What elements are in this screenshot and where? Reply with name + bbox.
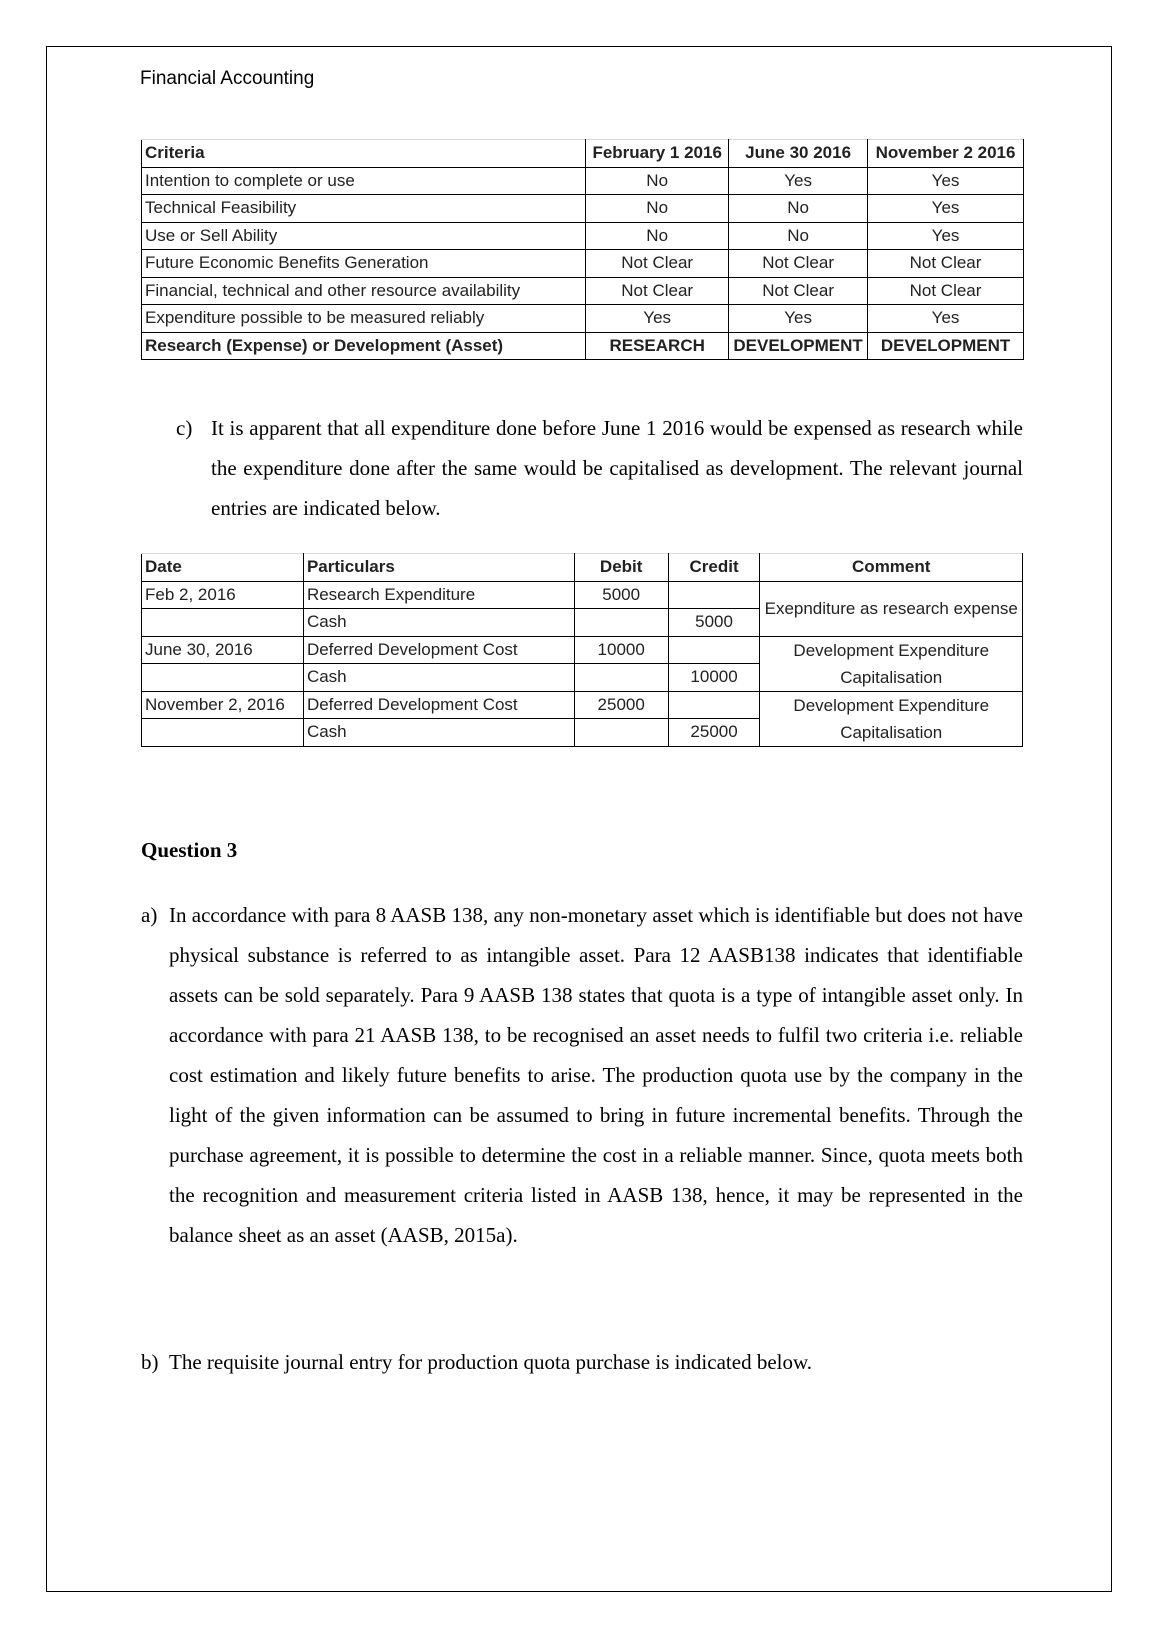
part-b-paragraph <box>141 1342 1023 1382</box>
table-row <box>142 222 1024 250</box>
column-header: Criteria <box>142 140 586 168</box>
criteria-table <box>141 139 1024 360</box>
table-cell <box>142 664 304 692</box>
table-cell: No <box>586 167 729 195</box>
table-cell: Cash <box>303 719 574 747</box>
table-row <box>142 581 1023 609</box>
table-cell: Expenditure possible to be measured reliably <box>142 305 586 333</box>
column-header: Comment <box>760 554 1023 582</box>
table-cell: Cash <box>303 609 574 637</box>
table-cell: Not Clear <box>586 250 729 278</box>
table-cell: Yes <box>586 305 729 333</box>
table-cell: Yes <box>868 305 1024 333</box>
table-cell: Technical Feasibility <box>142 195 586 223</box>
paragraph-text: In accordance with para 8 AASB 138, any non-monetary asset which is identifiable but does not have physical substance is referred to as intangible asset. Para 12 AASB138 indicates that identifiable assets can be sold separately. Para 9 AASB 138 states that quota is a type of intangible asset only. In accordance with para 21 AASB 138, to be recognised an asset needs to fulfil two criteria i.e. reliable cost estimation and likely future benefits to arise. The production quota use by the company in the light of the given information can be assumed to bring in future incremental benefits. Through the purchase agreement, it is possible to determine the cost in a reliable manner. Since, quota meets both the recognition and measurement criteria listed in AASB 138, hence, it may be represented in the balance sheet as an asset (AASB, 2015a). <box>169 903 1023 1247</box>
table-cell <box>142 719 304 747</box>
table-cell: No <box>586 222 729 250</box>
table-cell: Intention to complete or use <box>142 167 586 195</box>
table-cell: Yes <box>729 305 868 333</box>
list-label: c) <box>176 416 193 440</box>
criteria-header-row <box>142 140 1024 168</box>
table-row <box>142 250 1024 278</box>
table-cell <box>574 719 668 747</box>
part-a-paragraph <box>141 895 1023 1255</box>
list-label: b) <box>141 1350 159 1374</box>
running-header: Financial Accounting <box>140 68 315 89</box>
table-cell: Yes <box>868 167 1024 195</box>
table-row <box>142 167 1024 195</box>
column-header: Date <box>142 554 304 582</box>
table-cell <box>668 581 760 609</box>
table-row-result <box>142 332 1024 360</box>
table-cell: Cash <box>303 664 574 692</box>
table-cell: Feb 2, 2016 <box>142 581 304 609</box>
column-header: Debit <box>574 554 668 582</box>
table-cell: Not Clear <box>868 250 1024 278</box>
comment-cell: Development Expenditure Capitalisation <box>760 691 1023 746</box>
column-header: Particulars <box>303 554 574 582</box>
table-cell: Future Economic Benefits Generation <box>142 250 586 278</box>
table-cell: June 30, 2016 <box>142 636 304 664</box>
table-cell: Yes <box>868 195 1024 223</box>
table-row <box>142 636 1023 664</box>
table-cell: Research Expenditure <box>303 581 574 609</box>
table-cell: November 2, 2016 <box>142 691 304 719</box>
table-cell: 10000 <box>574 636 668 664</box>
table-cell: 25000 <box>574 691 668 719</box>
paragraph-text: It is apparent that all expenditure done before June 1 2016 would be expensed as research while the expenditure done after the same would be capitalised as development. The relevant journal entries are indicated below. <box>211 416 1023 520</box>
table-cell <box>142 609 304 637</box>
column-header: Credit <box>668 554 760 582</box>
table-cell: Use or Sell Ability <box>142 222 586 250</box>
table-cell <box>574 664 668 692</box>
paragraph-text: The requisite journal entry for production quota purchase is indicated below. <box>169 1350 813 1374</box>
table-cell: Yes <box>868 222 1024 250</box>
table-cell: 5000 <box>574 581 668 609</box>
table-cell: Not Clear <box>586 277 729 305</box>
table-cell: DEVELOPMENT <box>868 332 1024 360</box>
table-cell: No <box>586 195 729 223</box>
table-cell: Not Clear <box>868 277 1024 305</box>
question-3-heading: Question 3 <box>141 838 238 862</box>
table-cell: Not Clear <box>729 277 868 305</box>
column-header: June 30 2016 <box>729 140 868 168</box>
table-cell: DEVELOPMENT <box>729 332 868 360</box>
table-cell: Deferred Development Cost <box>303 636 574 664</box>
table-cell <box>668 636 760 664</box>
table-cell: Not Clear <box>729 250 868 278</box>
table-cell: Financial, technical and other resource availability <box>142 277 586 305</box>
table-cell: No <box>729 222 868 250</box>
table-cell: Research (Expense) or Development (Asset) <box>142 332 586 360</box>
table-row <box>142 277 1024 305</box>
part-c-paragraph <box>176 408 1023 528</box>
table-row <box>142 195 1024 223</box>
journal-table <box>141 553 1023 747</box>
table-cell: 25000 <box>668 719 760 747</box>
table-cell: Deferred Development Cost <box>303 691 574 719</box>
table-row <box>142 691 1023 719</box>
table-cell <box>668 691 760 719</box>
comment-cell: Exepnditure as research expense <box>760 581 1023 636</box>
table-cell: 10000 <box>668 664 760 692</box>
column-header: February 1 2016 <box>586 140 729 168</box>
column-header: November 2 2016 <box>868 140 1024 168</box>
table-cell: No <box>729 195 868 223</box>
table-row <box>142 305 1024 333</box>
list-label: a) <box>141 903 158 927</box>
comment-cell: Development Expenditure Capitalisation <box>760 636 1023 691</box>
table-cell: RESEARCH <box>586 332 729 360</box>
table-cell: 5000 <box>668 609 760 637</box>
table-cell: Yes <box>729 167 868 195</box>
journal-header-row <box>142 554 1023 582</box>
table-cell <box>574 609 668 637</box>
